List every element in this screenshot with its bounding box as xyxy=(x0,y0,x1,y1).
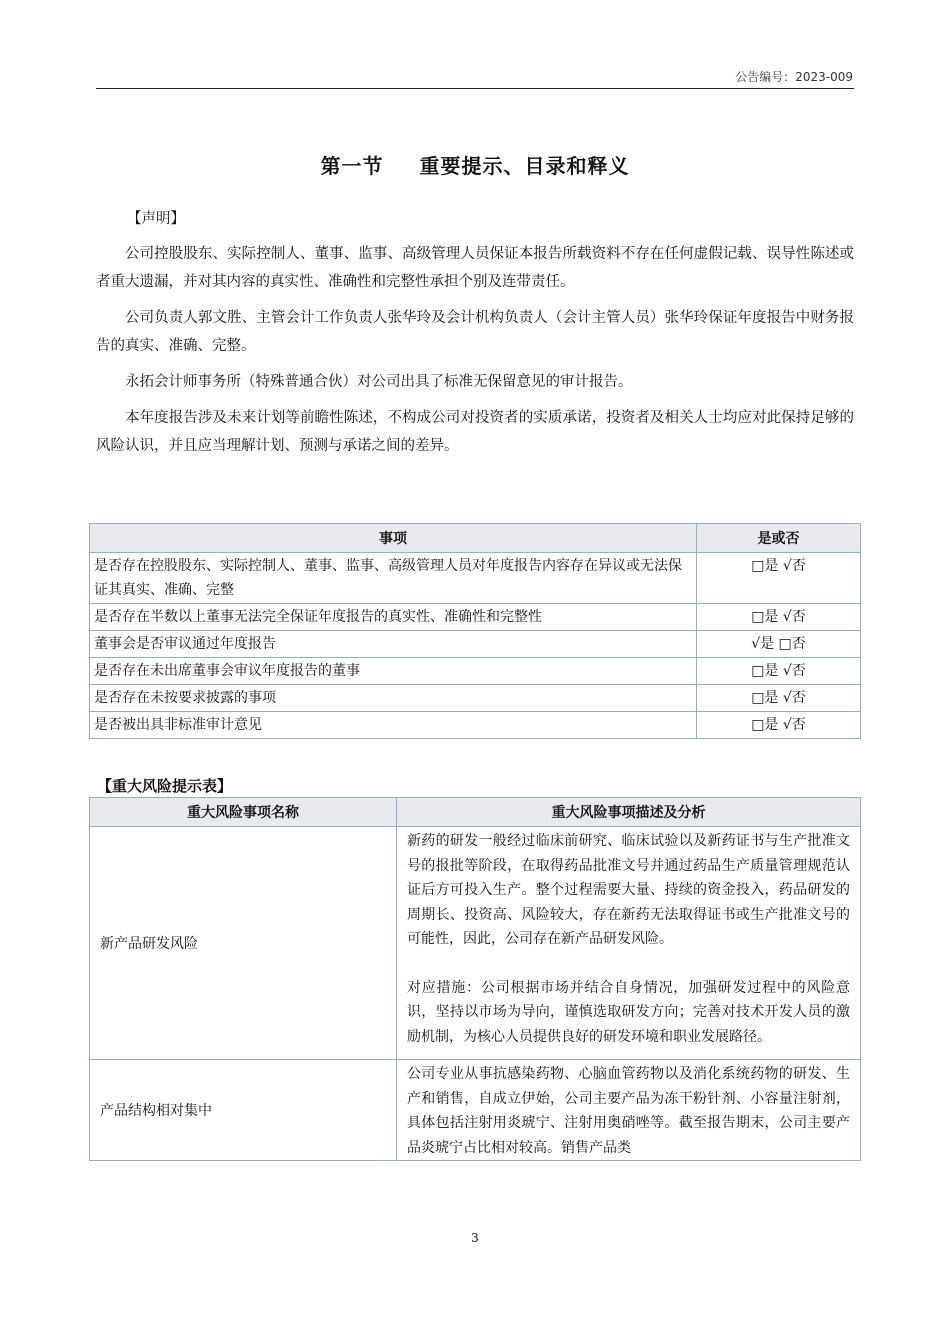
statement-heading: 【声明】 xyxy=(127,211,185,227)
table-row xyxy=(90,631,861,658)
matter-item: 是否存在控股股东、实际控制人、董事、监事、高级管理人员对年度报告内容存在异议或无法保证其真实、准确、完整 xyxy=(90,553,697,604)
matter-item: 是否被出具非标准审计意见 xyxy=(90,712,697,739)
announcement-number: 公告编号：2023-009 xyxy=(735,70,853,84)
table-header-row xyxy=(90,524,861,553)
matter-answer: □是 √否 xyxy=(697,685,861,712)
matters-table xyxy=(89,523,861,739)
page-number: 3 xyxy=(471,1231,479,1245)
risk-name: 产品结构相对集中 xyxy=(90,1060,397,1161)
column-header-risk-name: 重大风险事项名称 xyxy=(90,798,397,827)
matter-answer: □是 √否 xyxy=(697,553,861,604)
matter-item: 是否存在未按要求披露的事项 xyxy=(90,685,697,712)
statement-paragraph: 本年度报告涉及未来计划等前瞻性陈述，不构成公司对投资者的实质承诺，投资者及相关人士均应对此保持足够的风险认识，并且应当理解计划、预测与承诺之间的差异。 xyxy=(96,410,854,454)
matter-item: 是否存在未出席董事会审议年度报告的董事 xyxy=(90,658,697,685)
section-title xyxy=(0,150,950,179)
matter-item: 董事会是否审议通过年度报告 xyxy=(90,631,697,658)
section-number: 第一节 xyxy=(320,154,384,178)
table-row xyxy=(90,712,861,739)
statement-paragraphs xyxy=(96,240,854,468)
matter-item: 是否存在半数以上董事无法完全保证年度报告的真实性、准确性和完整性 xyxy=(90,604,697,631)
risk-description-cell xyxy=(397,1060,861,1161)
matter-answer: √是 □否 xyxy=(697,631,861,658)
matter-answer: □是 √否 xyxy=(697,658,861,685)
risk-measures: 对应措施：公司根据市场并结合自身情况，加强研发过程中的风险意识，坚持以市场为导向，谨慎选取研发方向；完善对技术开发人员的激励机制，为核心人员提供良好的研发环境和职业发展路径。 xyxy=(407,979,850,1045)
matter-answer: □是 √否 xyxy=(697,712,861,739)
column-header-item: 事项 xyxy=(90,524,697,553)
matter-answer: □是 √否 xyxy=(697,604,861,631)
statement-paragraph: 公司控股股东、实际控制人、董事、监事、高级管理人员保证本报告所载资料不存在任何虚假记载、误导性陈述或者重大遗漏，并对其内容的真实性、准确性和完整性承担个别及连带责任。 xyxy=(96,246,854,290)
table-header-row xyxy=(90,798,861,827)
header-divider xyxy=(96,88,854,89)
risk-name: 新产品研发风险 xyxy=(90,827,397,1060)
column-header-answer: 是或否 xyxy=(697,524,861,553)
table-row xyxy=(90,827,861,1060)
risk-description: 新药的研发一般经过临床前研究、临床试验以及新药证书与生产批准文号的报批等阶段，在取得药品批准文号并通过药品生产质量管理规范认证后方可投入生产。整个过程需要大量、持续的资金投入，药品研发的周期长、投资高、风险较大，存在新药无法取得证书或生产批准文号的可能性，因此，公司存在新产品研发风险。 xyxy=(407,833,850,947)
table-row xyxy=(90,553,861,604)
table-row xyxy=(90,658,861,685)
table-row xyxy=(90,685,861,712)
column-header-risk-description: 重大风险事项描述及分析 xyxy=(397,798,861,827)
paragraph-spacer xyxy=(407,952,850,976)
section-heading: 重要提示、目录和释义 xyxy=(419,154,630,178)
statement-paragraph: 永拓会计师事务所（特殊普通合伙）对公司出具了标准无保留意见的审计报告。 xyxy=(125,374,633,390)
risk-table-heading: 【重大风险提示表】 xyxy=(97,777,233,795)
table-row xyxy=(90,1060,861,1161)
table-row xyxy=(90,604,861,631)
risk-description: 公司专业从事抗感染药物、心脑血管药物以及消化系统药物的研发、生产和销售，自成立伊始，公司主要产品为冻干粉针剂、小容量注射剂，具体包括注射用炎琥宁、注射用奥硝唑等。截至报告期末，公司主要产品炎琥宁占比相对较高。销售产品类 xyxy=(407,1066,850,1156)
risk-table xyxy=(89,797,861,1161)
risk-description-cell xyxy=(397,827,861,1060)
statement-paragraph: 公司负责人郭文胜、主管会计工作负责人张华玲及会计机构负责人（会计主管人员）张华玲保证年度报告中财务报告的真实、准确、完整。 xyxy=(96,310,854,354)
